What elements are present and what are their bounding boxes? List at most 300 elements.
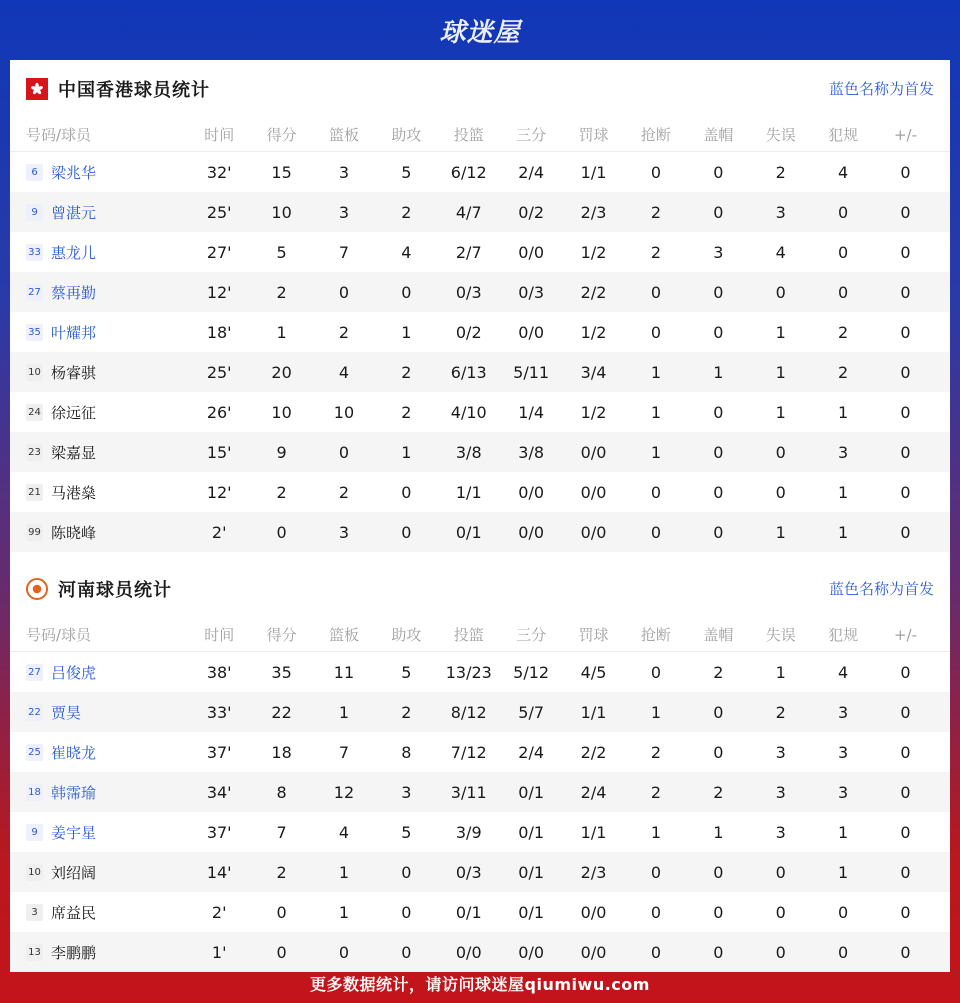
stat-cell: 0 bbox=[650, 902, 662, 922]
player-name[interactable]: 席益民 bbox=[51, 903, 97, 922]
column-header[interactable]: +/- bbox=[893, 625, 918, 644]
column-header[interactable]: +/- bbox=[893, 125, 918, 144]
stat-cell: 3 bbox=[338, 202, 350, 222]
stat-cell: 0/1 bbox=[455, 522, 482, 542]
stat-cell: 0/1 bbox=[518, 782, 545, 802]
column-header[interactable]: 号码/球员 bbox=[26, 626, 92, 644]
stat-cell: 3/4 bbox=[580, 362, 607, 382]
stat-cell: 12 bbox=[333, 782, 355, 802]
column-header[interactable]: 失误 bbox=[765, 626, 796, 644]
stat-cell: 0/0 bbox=[580, 942, 607, 962]
column-header[interactable]: 得分 bbox=[266, 126, 297, 144]
stat-cell: 37' bbox=[206, 822, 232, 842]
stat-cell: 0 bbox=[838, 202, 849, 222]
player-row bbox=[10, 152, 950, 192]
player-name[interactable]: 吕俊虎 bbox=[51, 663, 97, 682]
jersey-number: 22 bbox=[26, 704, 43, 721]
player-row bbox=[10, 732, 950, 772]
player-cell bbox=[10, 442, 188, 463]
stat-cell: 0 bbox=[900, 862, 911, 882]
column-header[interactable]: 投篮 bbox=[453, 626, 484, 644]
column-header[interactable]: 投篮 bbox=[453, 126, 484, 144]
stat-cell: 0 bbox=[838, 942, 849, 962]
stat-cell: 5/11 bbox=[513, 362, 550, 382]
column-header[interactable]: 抢断 bbox=[640, 626, 671, 644]
column-header[interactable]: 号码/球员 bbox=[26, 126, 92, 144]
player-row bbox=[10, 432, 950, 472]
stat-cell: 3/11 bbox=[450, 782, 487, 802]
stat-cell: 0 bbox=[650, 862, 662, 882]
jersey-number: 27 bbox=[26, 284, 43, 301]
stat-cell: 0 bbox=[900, 822, 911, 842]
team-header bbox=[10, 60, 950, 118]
stat-cell: 0 bbox=[713, 942, 724, 962]
player-row bbox=[10, 772, 950, 812]
stat-cell: 13/23 bbox=[445, 662, 492, 682]
stat-cell: 10 bbox=[333, 402, 355, 422]
stat-cell: 0 bbox=[775, 902, 786, 922]
stat-cell: 3 bbox=[775, 782, 786, 802]
stat-cell: 4 bbox=[838, 662, 849, 682]
stat-cell: 0 bbox=[713, 402, 724, 422]
stat-cell: 12' bbox=[206, 282, 232, 302]
stat-cell: 0/0 bbox=[580, 902, 607, 922]
jersey-number: 99 bbox=[26, 524, 43, 541]
stat-cell: 3/9 bbox=[455, 822, 482, 842]
jersey-number: 27 bbox=[26, 664, 43, 681]
player-cell bbox=[10, 902, 188, 923]
table-header-row bbox=[10, 118, 950, 152]
stat-cell: 0 bbox=[900, 402, 911, 422]
stat-cell: 2/2 bbox=[580, 742, 607, 762]
section-divider bbox=[10, 552, 950, 560]
stat-cell: 2 bbox=[713, 662, 724, 682]
stat-cell: 1 bbox=[276, 322, 287, 342]
team-title: 中国香港球员统计 bbox=[58, 80, 210, 101]
stat-cell: 4/5 bbox=[580, 662, 607, 682]
stat-cell: 4 bbox=[338, 822, 350, 842]
stat-cell: 0 bbox=[713, 862, 724, 882]
stat-cell: 2/4 bbox=[580, 782, 607, 802]
stat-cell: 1 bbox=[838, 482, 849, 502]
stat-cell: 0/1 bbox=[518, 902, 545, 922]
stat-cell: 1 bbox=[838, 402, 849, 422]
player-cell bbox=[10, 522, 188, 543]
jersey-number: 3 bbox=[26, 904, 43, 921]
player-row bbox=[10, 392, 950, 432]
stat-cell: 7/12 bbox=[450, 742, 487, 762]
stat-cell: 3 bbox=[713, 242, 724, 262]
stat-cell: 0 bbox=[713, 522, 724, 542]
stat-cell: 0 bbox=[838, 242, 849, 262]
stat-cell: 5 bbox=[276, 242, 287, 262]
stat-cell: 1/1 bbox=[580, 702, 607, 722]
stat-cell: 0 bbox=[900, 902, 911, 922]
stat-cell: 0 bbox=[713, 282, 724, 302]
player-name[interactable]: 马港燊 bbox=[51, 483, 97, 502]
stat-cell: 1 bbox=[775, 322, 786, 342]
stat-cell: 0 bbox=[775, 282, 786, 302]
stat-cell: 1 bbox=[713, 822, 724, 842]
jersey-number: 10 bbox=[26, 364, 43, 381]
stat-cell: 3 bbox=[838, 702, 849, 722]
column-header[interactable]: 犯规 bbox=[828, 126, 859, 144]
stat-cell: 1 bbox=[713, 362, 724, 382]
player-name[interactable]: 姜宇星 bbox=[51, 823, 97, 842]
stat-cell: 2 bbox=[650, 242, 662, 262]
stat-cell: 32' bbox=[206, 162, 232, 182]
stat-cell: 0 bbox=[650, 522, 662, 542]
stat-cell: 0 bbox=[900, 242, 911, 262]
stat-cell: 1 bbox=[838, 822, 849, 842]
player-cell bbox=[10, 362, 188, 383]
stat-cell: 22 bbox=[271, 702, 292, 722]
stat-cell: 11 bbox=[333, 662, 355, 682]
jersey-number: 18 bbox=[26, 784, 43, 801]
stat-cell: 0 bbox=[713, 702, 724, 722]
player-cell bbox=[10, 482, 188, 503]
stat-cell: 5/12 bbox=[513, 662, 550, 682]
stat-cell: 0 bbox=[713, 322, 724, 342]
player-cell bbox=[10, 942, 188, 963]
player-row bbox=[10, 352, 950, 392]
player-row bbox=[10, 892, 950, 932]
player-cell bbox=[10, 782, 188, 803]
stat-cell: 1/1 bbox=[455, 482, 482, 502]
stat-cell: 0 bbox=[650, 662, 662, 682]
stat-cell: 0/1 bbox=[455, 902, 482, 922]
player-name[interactable]: 刘绍阔 bbox=[51, 863, 97, 882]
stat-cell: 0 bbox=[900, 742, 911, 762]
player-name[interactable]: 杨睿骐 bbox=[51, 363, 97, 382]
player-name[interactable]: 李鹏鹏 bbox=[51, 943, 97, 962]
stat-cell: 4 bbox=[775, 242, 786, 262]
stat-cell: 1 bbox=[838, 862, 849, 882]
jersey-number: 9 bbox=[26, 824, 43, 841]
stat-cell: 0 bbox=[713, 742, 724, 762]
stat-cell: 0 bbox=[900, 702, 911, 722]
column-header[interactable]: 罚球 bbox=[578, 626, 609, 644]
stat-cell: 0 bbox=[276, 902, 287, 922]
footer-banner[interactable] bbox=[0, 963, 960, 1003]
starter-legend: 蓝色名称为首发 bbox=[828, 80, 934, 98]
stat-cell: 33' bbox=[206, 702, 232, 722]
jersey-number: 6 bbox=[26, 164, 43, 181]
stat-cell: 3 bbox=[775, 742, 786, 762]
stat-cell: 0 bbox=[713, 902, 724, 922]
stat-cell: 4 bbox=[838, 162, 849, 182]
stat-cell: 1 bbox=[775, 662, 786, 682]
stat-cell: 5 bbox=[401, 162, 412, 182]
stat-cell: 1/1 bbox=[580, 822, 607, 842]
stat-cell: 0 bbox=[900, 782, 911, 802]
player-row bbox=[10, 852, 950, 892]
stat-cell: 20 bbox=[271, 362, 292, 382]
player-row bbox=[10, 812, 950, 852]
stat-cell: 0 bbox=[650, 482, 662, 502]
stat-cell: 2 bbox=[650, 782, 662, 802]
stat-cell: 8 bbox=[401, 742, 412, 762]
stat-cell: 3/8 bbox=[518, 442, 545, 462]
stat-cell: 0 bbox=[900, 482, 911, 502]
player-row bbox=[10, 232, 950, 272]
stat-cell: 0 bbox=[401, 862, 412, 882]
stat-cell: 2/4 bbox=[518, 162, 545, 182]
stat-cell: 2/2 bbox=[580, 282, 607, 302]
stat-cell: 2 bbox=[276, 482, 287, 502]
stat-cell: 0 bbox=[401, 902, 412, 922]
stat-cell: 3 bbox=[775, 822, 786, 842]
stat-cell: 1 bbox=[338, 862, 350, 882]
stat-cell: 0 bbox=[276, 942, 287, 962]
stat-cell: 0 bbox=[650, 282, 662, 302]
stat-cell: 0 bbox=[900, 362, 911, 382]
stat-cell: 2 bbox=[775, 702, 786, 722]
column-header[interactable]: 抢断 bbox=[640, 126, 671, 144]
player-name[interactable]: 徐远征 bbox=[51, 403, 97, 422]
player-row bbox=[10, 312, 950, 352]
stat-cell: 0 bbox=[900, 662, 911, 682]
stat-cell: 0/1 bbox=[518, 822, 545, 842]
jersey-number: 33 bbox=[26, 244, 43, 261]
stat-cell: 2 bbox=[401, 202, 412, 222]
stat-cell: 0 bbox=[775, 942, 786, 962]
stat-cell: 7 bbox=[338, 242, 350, 262]
stat-cell: 1 bbox=[650, 702, 662, 722]
stat-cell: 38' bbox=[206, 662, 232, 682]
stat-cell: 1 bbox=[338, 902, 350, 922]
column-header[interactable]: 时间 bbox=[204, 126, 235, 144]
jersey-number: 35 bbox=[26, 324, 43, 341]
jersey-number: 13 bbox=[26, 944, 43, 961]
stat-cell: 0 bbox=[276, 522, 287, 542]
stat-cell: 0 bbox=[900, 322, 911, 342]
player-row bbox=[10, 692, 950, 732]
player-name[interactable]: 梁嘉显 bbox=[51, 443, 97, 462]
player-row bbox=[10, 472, 950, 512]
stat-cell: 4 bbox=[401, 242, 412, 262]
stat-cell: 2 bbox=[650, 202, 662, 222]
stat-cell: 0 bbox=[900, 942, 911, 962]
stat-cell: 4/10 bbox=[450, 402, 487, 422]
column-header[interactable]: 三分 bbox=[516, 126, 547, 144]
stat-cell: 0/0 bbox=[518, 482, 545, 502]
stat-cell: 10 bbox=[271, 402, 292, 422]
stat-cell: 0/0 bbox=[518, 522, 545, 542]
stat-cell: 0 bbox=[713, 442, 724, 462]
stat-cell: 1 bbox=[775, 402, 786, 422]
stat-cell: 3/8 bbox=[455, 442, 482, 462]
stat-cell: 15 bbox=[271, 162, 292, 182]
column-header[interactable]: 盖帽 bbox=[703, 126, 734, 144]
stat-cell: 26' bbox=[206, 402, 232, 422]
stat-cell: 0 bbox=[838, 282, 849, 302]
player-cell bbox=[10, 282, 188, 303]
stat-cell: 2' bbox=[211, 522, 227, 542]
stat-cell: 1 bbox=[775, 522, 786, 542]
player-cell bbox=[10, 662, 188, 683]
stat-cell: 2/3 bbox=[580, 202, 607, 222]
stat-cell: 2 bbox=[338, 482, 350, 502]
stat-cell: 0 bbox=[900, 162, 911, 182]
player-cell bbox=[10, 322, 188, 343]
stat-cell: 37' bbox=[206, 742, 232, 762]
stat-cell: 0/0 bbox=[518, 942, 545, 962]
stat-cell: 7 bbox=[276, 822, 287, 842]
stat-cell: 3 bbox=[338, 522, 350, 542]
stat-cell: 0/1 bbox=[518, 862, 545, 882]
stat-cell: 0 bbox=[401, 522, 412, 542]
stat-cell: 2 bbox=[276, 862, 287, 882]
stat-cell: 2 bbox=[650, 742, 662, 762]
player-name[interactable]: 崔晓龙 bbox=[51, 743, 97, 762]
column-header[interactable]: 犯规 bbox=[828, 626, 859, 644]
jersey-number: 23 bbox=[26, 444, 43, 461]
player-name[interactable]: 贾昊 bbox=[51, 703, 82, 722]
stat-cell: 0/0 bbox=[455, 942, 482, 962]
stat-cell: 3 bbox=[338, 162, 350, 182]
stat-cell: 8/12 bbox=[450, 702, 487, 722]
stat-cell: 9 bbox=[276, 442, 287, 462]
stat-cell: 0 bbox=[401, 282, 412, 302]
stat-cell: 0 bbox=[900, 522, 911, 542]
player-cell bbox=[10, 402, 188, 423]
stat-cell: 2 bbox=[838, 322, 849, 342]
stat-cell: 3 bbox=[838, 742, 849, 762]
column-header[interactable]: 得分 bbox=[266, 626, 297, 644]
stat-cell: 0 bbox=[775, 442, 786, 462]
column-header[interactable]: 时间 bbox=[204, 626, 235, 644]
stat-cell: 0/0 bbox=[518, 322, 545, 342]
player-row bbox=[10, 512, 950, 552]
column-header[interactable]: 篮板 bbox=[328, 626, 359, 644]
player-cell bbox=[10, 702, 188, 723]
player-row bbox=[10, 272, 950, 312]
stat-cell: 0 bbox=[838, 902, 849, 922]
jersey-number: 21 bbox=[26, 484, 43, 501]
stat-cell: 2/7 bbox=[455, 242, 482, 262]
stat-cell: 1 bbox=[775, 362, 786, 382]
jersey-number: 10 bbox=[26, 864, 43, 881]
team-section bbox=[10, 560, 950, 972]
player-cell bbox=[10, 862, 188, 883]
stat-cell: 0 bbox=[775, 482, 786, 502]
stat-cell: 1/2 bbox=[580, 322, 607, 342]
stat-cell: 0/0 bbox=[580, 482, 607, 502]
stat-cell: 0 bbox=[338, 942, 350, 962]
stat-cell: 3 bbox=[775, 202, 786, 222]
player-cell bbox=[10, 202, 188, 223]
stat-cell: 6/12 bbox=[450, 162, 487, 182]
jersey-number: 9 bbox=[26, 204, 43, 221]
stat-cell: 12' bbox=[206, 482, 232, 502]
team-section bbox=[10, 60, 950, 552]
stat-cell: 1 bbox=[838, 522, 849, 542]
stat-cell: 1/1 bbox=[580, 162, 607, 182]
stat-cell: 5 bbox=[401, 662, 412, 682]
column-header[interactable]: 盖帽 bbox=[703, 626, 734, 644]
stat-cell: 2/3 bbox=[580, 862, 607, 882]
stat-cell: 1 bbox=[650, 402, 662, 422]
hong-kong-flag-icon bbox=[26, 78, 48, 100]
player-cell bbox=[10, 822, 188, 843]
player-name[interactable]: 蔡再勤 bbox=[51, 283, 97, 302]
stat-cell: 0/2 bbox=[518, 202, 545, 222]
player-name[interactable]: 韩霈瑜 bbox=[51, 783, 97, 802]
player-name[interactable]: 梁兆华 bbox=[51, 163, 97, 182]
stat-cell: 35 bbox=[271, 662, 292, 682]
stat-cell: 0 bbox=[713, 482, 724, 502]
stat-cell: 27' bbox=[206, 242, 232, 262]
player-name[interactable]: 陈晓峰 bbox=[51, 523, 97, 542]
column-header[interactable]: 三分 bbox=[516, 626, 547, 644]
column-header[interactable]: 助攻 bbox=[391, 126, 422, 144]
team-header bbox=[10, 560, 950, 618]
player-row bbox=[10, 652, 950, 692]
stat-cell: 34' bbox=[206, 782, 232, 802]
stat-cell: 2' bbox=[211, 902, 227, 922]
stat-cell: 4/7 bbox=[455, 202, 482, 222]
stat-cell: 0 bbox=[713, 202, 724, 222]
column-header[interactable]: 失误 bbox=[765, 126, 796, 144]
player-cell bbox=[10, 742, 188, 763]
stat-cell: 0 bbox=[900, 282, 911, 302]
starter-legend: 蓝色名称为首发 bbox=[828, 580, 934, 598]
stat-cell: 7 bbox=[338, 742, 350, 762]
column-header[interactable]: 篮板 bbox=[328, 126, 359, 144]
jersey-number: 25 bbox=[26, 744, 43, 761]
stat-cell: 1 bbox=[650, 442, 662, 462]
stat-cell: 2 bbox=[401, 702, 412, 722]
stat-cell: 5 bbox=[401, 822, 412, 842]
column-header[interactable]: 助攻 bbox=[391, 626, 422, 644]
stat-cell: 0/0 bbox=[518, 242, 545, 262]
stats-card bbox=[10, 60, 950, 963]
player-name[interactable]: 叶耀邦 bbox=[51, 323, 97, 342]
stat-cell: 0 bbox=[338, 282, 350, 302]
player-cell bbox=[10, 162, 188, 183]
jersey-number: 24 bbox=[26, 404, 43, 421]
column-header[interactable]: 罚球 bbox=[578, 126, 609, 144]
stat-cell: 1 bbox=[401, 442, 412, 462]
stat-cell: 10 bbox=[271, 202, 292, 222]
stat-cell: 1' bbox=[211, 942, 227, 962]
stat-cell: 25' bbox=[206, 362, 232, 382]
stat-cell: 2 bbox=[276, 282, 287, 302]
stat-cell: 2 bbox=[713, 782, 724, 802]
stat-cell: 0/0 bbox=[580, 522, 607, 542]
stat-cell: 4 bbox=[338, 362, 350, 382]
site-logo-text: 球迷屋 bbox=[439, 17, 521, 48]
stat-cell: 1/2 bbox=[580, 402, 607, 422]
player-name[interactable]: 惠龙儿 bbox=[51, 243, 97, 262]
stat-cell: 6/13 bbox=[450, 362, 487, 382]
player-name[interactable]: 曾湛元 bbox=[51, 203, 97, 222]
stat-cell: 0/3 bbox=[518, 282, 545, 302]
stat-cell: 0/3 bbox=[455, 282, 482, 302]
stat-cell: 2 bbox=[401, 402, 412, 422]
stat-cell: 2 bbox=[838, 362, 849, 382]
stat-cell: 2 bbox=[775, 162, 786, 182]
stat-cell: 0/0 bbox=[580, 442, 607, 462]
stat-cell: 25' bbox=[206, 202, 232, 222]
player-row bbox=[10, 192, 950, 232]
stat-cell: 1 bbox=[338, 702, 350, 722]
stat-cell: 2/4 bbox=[518, 742, 545, 762]
stat-cell: 3 bbox=[838, 442, 849, 462]
stat-cell: 0 bbox=[650, 942, 662, 962]
stat-cell: 1 bbox=[401, 322, 412, 342]
